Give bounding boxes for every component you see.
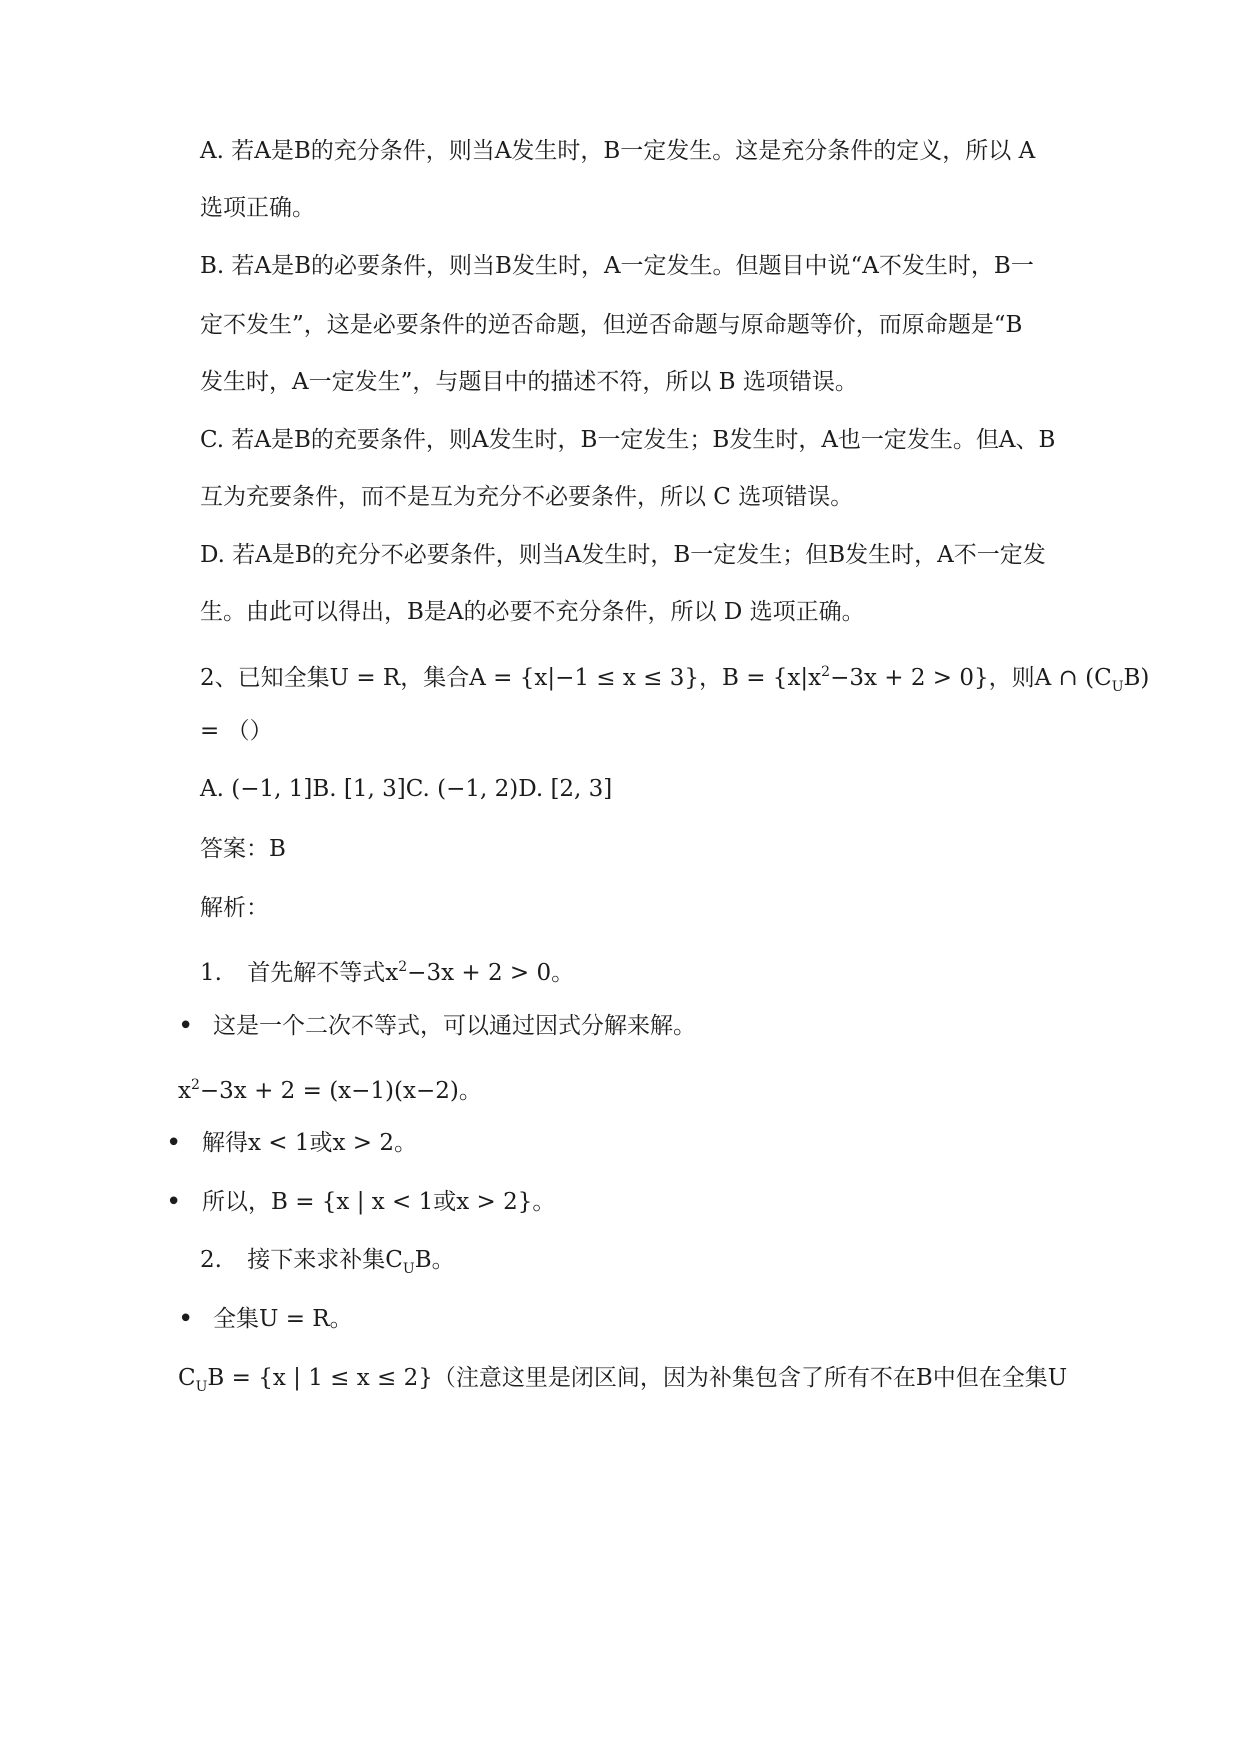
bullet2-text: 解得x < 1或x > 2。 xyxy=(202,1130,417,1156)
step2-subscript: U xyxy=(402,1261,415,1277)
q1-option-b-line1: B. 若A是B的必要条件，则当B发生时，A一定发生。但题目中说“A不发生时，B一 xyxy=(200,253,1034,279)
step1-line xyxy=(200,951,1100,989)
q2-analysis-label: 解析： xyxy=(200,895,269,921)
q1-option-d-line1: D. 若A是B的充分不必要条件，则当A发生时，B一定发生；但B发生时，A不一定发 xyxy=(200,542,1046,568)
step2-number: 2. xyxy=(200,1247,222,1273)
bullet1-text: 这是一个二次不等式，可以通过因式分解来解。 xyxy=(213,1013,696,1039)
q1-option-b-line3: 发生时，A一定发生”，与题目中的描述不符，所以 B 选项错误。 xyxy=(200,369,858,395)
complement-c: C xyxy=(178,1365,196,1391)
factor-superscript: 2 xyxy=(190,1077,200,1093)
q2-stem-line2: = （） xyxy=(200,718,273,744)
complement-subscript: U xyxy=(195,1379,208,1395)
q1-option-d-line2: 生。由此可以得出，B是A的必要不充分条件，所以 D 选项正确。 xyxy=(200,599,865,625)
q2-stem-part1: 2、已知全集U = R，集合A = {x|−1 ≤ x ≤ 3}，B = {x|x xyxy=(200,665,822,691)
complement-line xyxy=(178,1362,1078,1403)
q2-stem-part3: B) xyxy=(1123,665,1150,691)
q2-stem-line1 xyxy=(200,656,1150,703)
step2-text2: B。 xyxy=(414,1247,455,1273)
step1-superscript: 2 xyxy=(398,959,408,975)
q2-stem-subscript: U xyxy=(1111,679,1124,695)
bullet-icon: • xyxy=(166,1128,182,1158)
factor-x: x xyxy=(178,1078,191,1104)
q1-option-c-line1: C. 若A是B的充要条件，则A发生时，B一定发生；B发生时，A也一定发生。但A、B xyxy=(200,427,1056,453)
bullet-icon: • xyxy=(178,1304,194,1334)
q2-answer: 答案：B xyxy=(200,836,286,862)
bullet3-text: 所以，B = {x | x < 1或x > 2}。 xyxy=(202,1189,556,1215)
q2-stem-part2: −3x + 2 > 0}，则A ∩ (C xyxy=(830,665,1112,691)
factor-rest: −3x + 2 = (x−1)(x−2)。 xyxy=(199,1078,482,1104)
step1-text: 首先解不等式x xyxy=(247,960,399,986)
q2-options: A. (−1, 1]B. [1, 3]C. (−1, 2)D. [2, 3] xyxy=(200,776,613,802)
step1-text2: −3x + 2 > 0。 xyxy=(407,960,575,986)
complement-rest: B = {x | 1 ≤ x ≤ 2}（注意这里是闭区间，因为补集包含了所有不在B中但在全集U xyxy=(207,1365,1068,1391)
q1-option-b-line2: 定不发生”，这是必要条件的逆否命题，但逆否命题与原命题等价，而原命题是“B xyxy=(200,312,1023,338)
q1-option-a-line2: 选项正确。 xyxy=(200,195,315,221)
step2-text: 接下来求补集C xyxy=(247,1247,403,1273)
step1-number: 1. xyxy=(200,960,222,986)
factorization-line xyxy=(178,1069,1078,1107)
q1-option-a-line1: A. 若A是B的充分条件，则当A发生时，B一定发生。这是充分条件的定义，所以 A xyxy=(200,138,1036,164)
bullet-icon: • xyxy=(166,1187,182,1217)
step2-line xyxy=(200,1244,1100,1285)
q1-option-c-line2: 互为充要条件，而不是互为充分不必要条件，所以 C 选项错误。 xyxy=(200,484,854,510)
bullet-icon: • xyxy=(178,1011,194,1041)
bullet4-text: 全集U = R。 xyxy=(213,1306,353,1332)
q2-stem-superscript: 2 xyxy=(821,664,831,680)
